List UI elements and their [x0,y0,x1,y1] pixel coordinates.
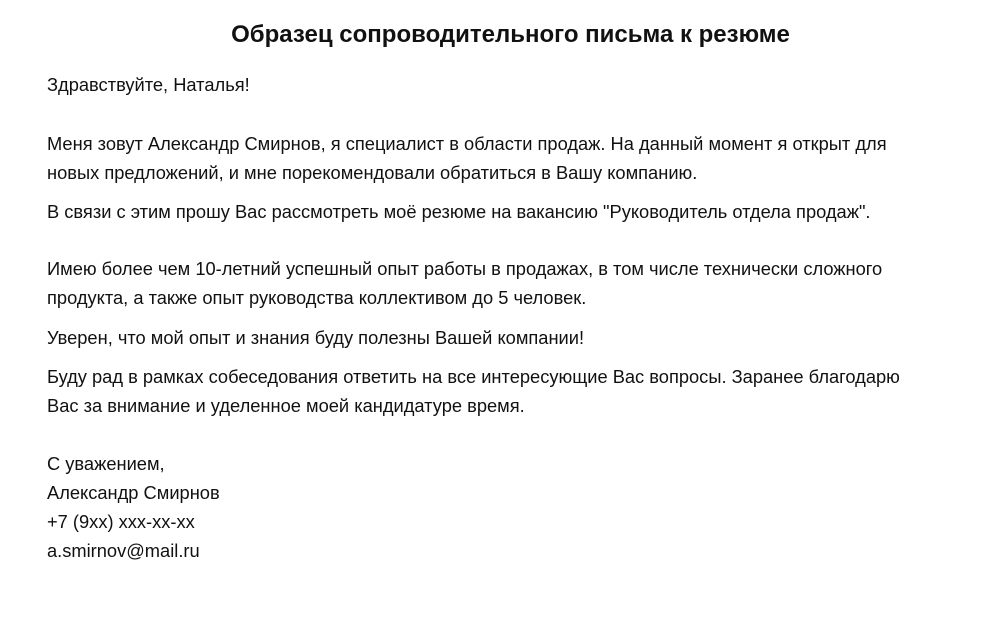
paragraph-line: Вас за внимание и уделенное моей кандидатуре время. [47,395,525,416]
paragraph-line: В связи с этим прошу Вас рассмотреть моё резюме на вакансию "Руководитель отдела продаж". [47,201,871,222]
sender-name: Александр Смирнов [47,482,220,503]
signature-block [47,449,974,565]
paragraph-line: новых предложений, и мне порекомендовали обратиться в Вашу компанию. [47,162,698,183]
greeting: Здравствуйте, Наталья! [47,74,250,95]
paragraph-confidence [47,323,974,352]
closing-phrase: С уважением, [47,453,165,474]
paragraph-line: продукта, а также опыт руководства коллективом до 5 человек. [47,287,587,308]
document-title: Образец сопроводительного письма к резюме [231,21,790,48]
paragraph-line: Меня зовут Александр Смирнов, я специалист в области продаж. На данный момент я открыт для [47,133,887,154]
paragraph-line: Уверен, что мой опыт и знания буду полезны Вашей компании! [47,327,585,348]
paragraph-experience [47,254,974,312]
paragraph-request [47,197,974,226]
paragraph-introduction [47,129,974,187]
paragraph-interview [47,362,974,420]
paragraph-line: Буду рад в рамках собеседования ответить на все интересующие Вас вопросы. Заранее благодарю [47,366,900,387]
paragraph-line: Имею более чем 10-летний успешный опыт работы в продажах, в том числе технически сложного [47,258,883,279]
sender-email: a.smirnov@mail.ru [47,540,200,561]
sender-phone: +7 (9xx) xxx-xx-xx [47,511,195,532]
